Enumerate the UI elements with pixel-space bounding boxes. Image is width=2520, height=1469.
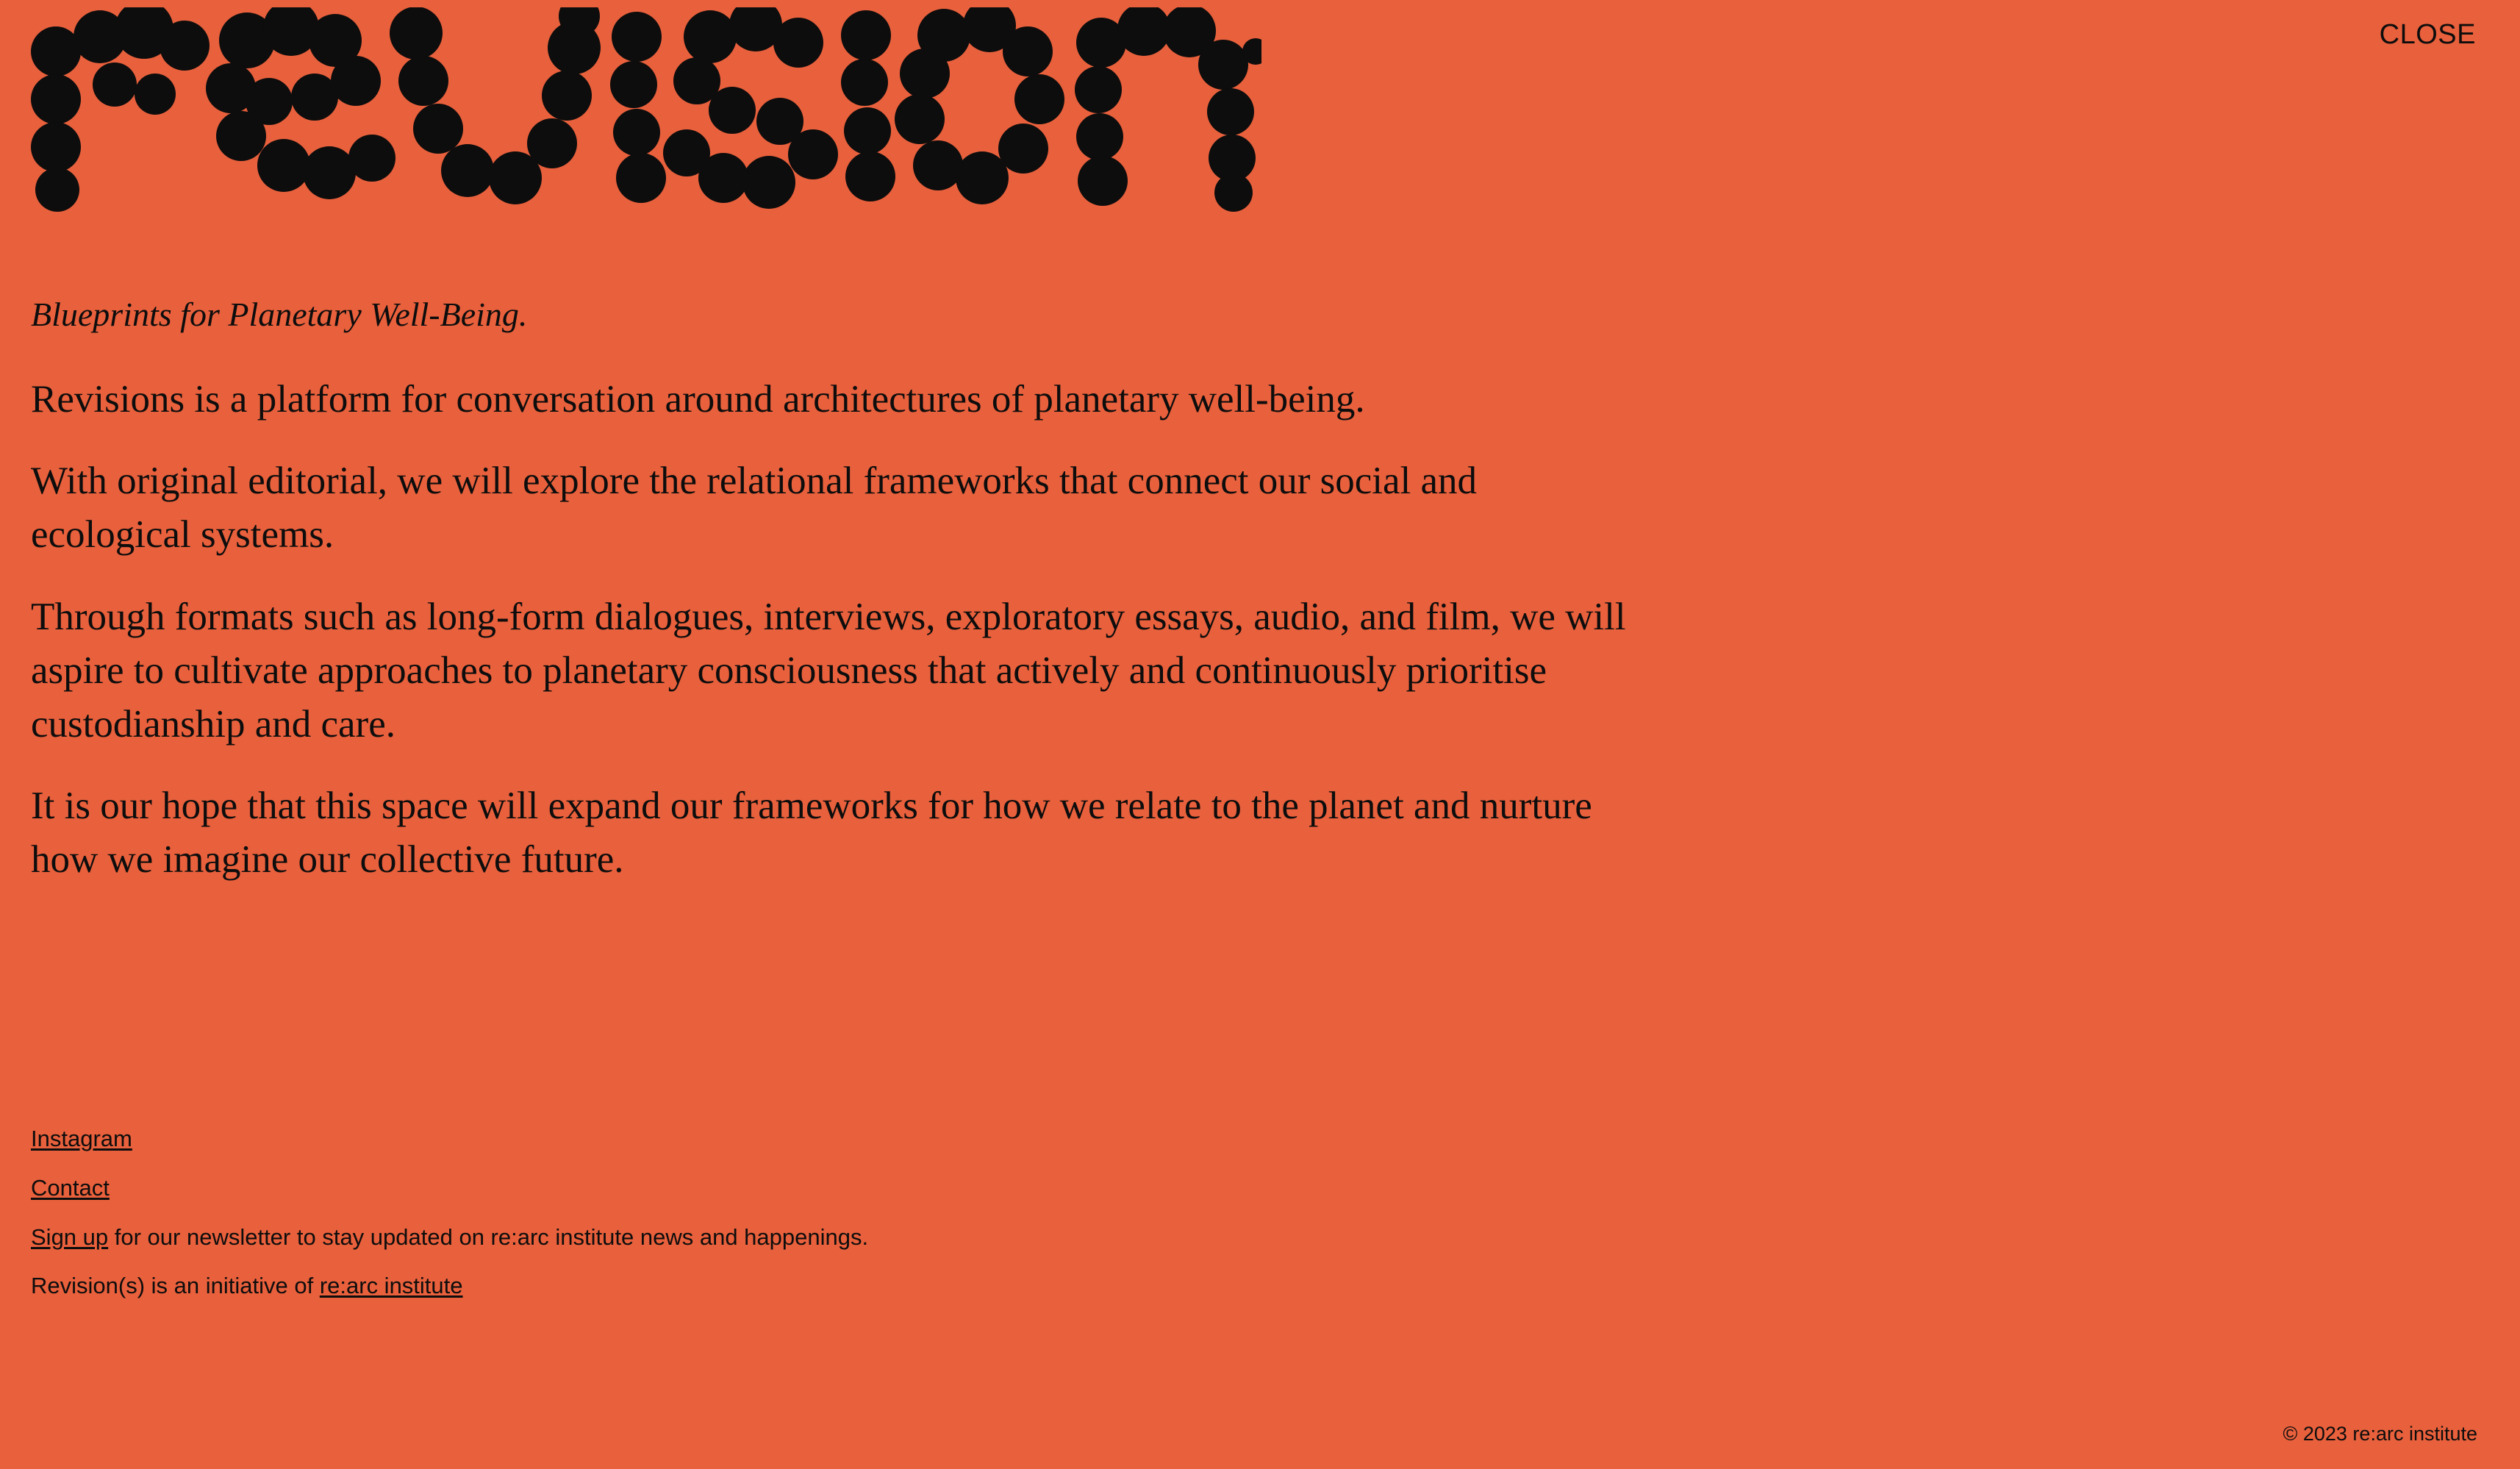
initiative-row (31, 1272, 1648, 1301)
paragraph-2: With original editorial, we will explore the relational frameworks that connect our social and ecological systems. (31, 460, 1478, 557)
paragraph-4: It is our hope that this space will expand our frameworks for how we relate to the planet and nurture how we imagine our collective future. (31, 784, 1592, 882)
revisions-logo[interactable] (26, 7, 1261, 221)
close-button[interactable]: CLOSE (2379, 19, 2476, 50)
tagline: Blueprints for Planetary Well-Being. (31, 296, 528, 333)
paragraph-1: Revisions is a platform for conversation around architectures of planetary well-being. (31, 378, 1365, 421)
contact-row (31, 1174, 1648, 1203)
instagram-link[interactable]: Instagram (31, 1126, 132, 1151)
links-block (31, 1125, 1648, 1301)
about-copy (31, 294, 1707, 915)
signup-link[interactable]: Sign up (31, 1223, 109, 1250)
site-header (0, 0, 2520, 235)
rearc-institute-link[interactable]: re:arc institute (319, 1273, 463, 1299)
newsletter-row (31, 1223, 1648, 1252)
paragraph-3: Through formats such as long-form dialogues, interviews, exploratory essays, audio, and film, we will aspire to cultivate approaches to planetary consciousness that actively and continuously prioritise custodianship and care. (31, 595, 1626, 746)
initiative-text: Revision(s) is an initiative of (31, 1273, 320, 1299)
contact-link[interactable]: Contact (31, 1174, 110, 1201)
instagram-row (31, 1125, 1648, 1154)
newsletter-text: for our newsletter to stay updated on re:arc institute news and happenings. (108, 1223, 869, 1250)
copyright: © 2023 re:arc institute (2283, 1423, 2477, 1445)
